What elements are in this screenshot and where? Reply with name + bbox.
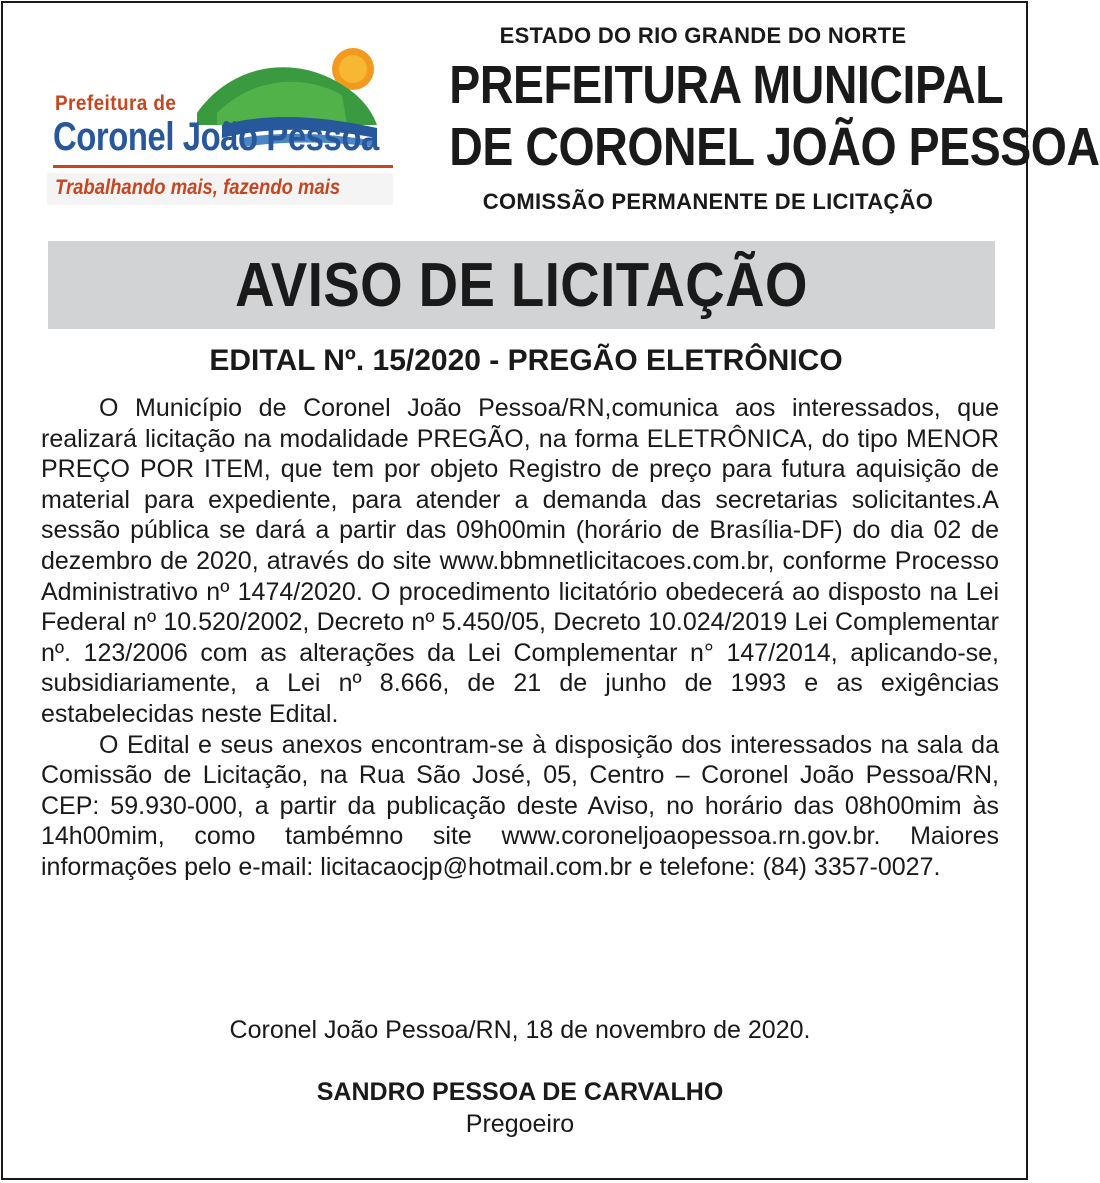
municipality-title-line2: DE CORONEL JOÃO PESSOA xyxy=(449,117,1100,177)
notice-body xyxy=(41,393,999,883)
state-name: ESTADO DO RIO GRANDE DO NORTE xyxy=(499,23,907,48)
commission-name: COMISSÃO PERMANENTE DE LICITAÇÃO xyxy=(482,189,934,214)
logo-text-prefeitura: Prefeitura de xyxy=(55,92,177,115)
notice-frame xyxy=(1,1,1100,1180)
logo-divider xyxy=(53,165,393,168)
municipality-title xyxy=(449,54,1100,178)
logo-slogan: Trabalhando mais, fazendo mais xyxy=(55,176,341,199)
notice-paragraph-1: O Município de Coronel João Pessoa/RN,comunica aos interessados, que realizará licitação na modalidade PREGÃO, na forma ELETRÔNICA, do tipo MENOR PREÇO POR ITEM, que tem por objeto Registro de preço para futura aquisição de material para expediente, para atender a demanda das secretarias solicitantes.A sessão pública se dará a partir das 09h00min (horário de Brasília-DF) do dia 02 de dezembro de 2020, através do site www.bbmnetlicitacoes.com.br, conforme Processo Administrativo nº 1474/2020. O procedimento licitatório obedecerá ao disposto na Lei Federal nº 10.520/2002, Decreto nº 5.450/05, Decreto 10.024/2019 Lei Complementar nº. 123/2006 com as alterações da Lei Complementar n° 147/2014, aplicando-se, subsidiariamente, a Lei nº 8.666, de 21 de junho de 1993 e as exigências estabelecidas neste Edital. xyxy=(41,394,999,728)
notice-banner xyxy=(48,241,995,329)
signer-name: SANDRO PESSOA DE CARVALHO xyxy=(316,1078,724,1106)
signer-role: Pregoeiro xyxy=(465,1110,575,1138)
notice-paragraph-2: O Edital e seus anexos encontram-se à disposição dos interessados na sala da Comissão de Licitação, na Rua São José, 05, Centro – Coronel João Pessoa/RN, CEP: 59.930-000, a partir da publicação deste Aviso, no horário das 08h00mim às 14h00mim, como tambémno site www.coroneljoaopessoa.rn.gov.br. Maiores informações pelo e-mail: licitacaocjp@hotmail.com.br e telefone: (84) 3357-0027. xyxy=(41,730,999,881)
municipality-title-line1: PREFEITURA MUNICIPAL xyxy=(449,55,1004,115)
place-date: Coronel João Pessoa/RN, 18 de novembro de 2020. xyxy=(229,1016,811,1044)
logo-text-city: Coronel João Pessoa xyxy=(53,115,379,159)
edital-heading: EDITAL Nº. 15/2020 - PREGÃO ELETRÔNICO xyxy=(209,344,843,377)
notice-title: AVISO DE LICITAÇÃO xyxy=(235,251,808,320)
municipality-logo xyxy=(47,43,393,205)
